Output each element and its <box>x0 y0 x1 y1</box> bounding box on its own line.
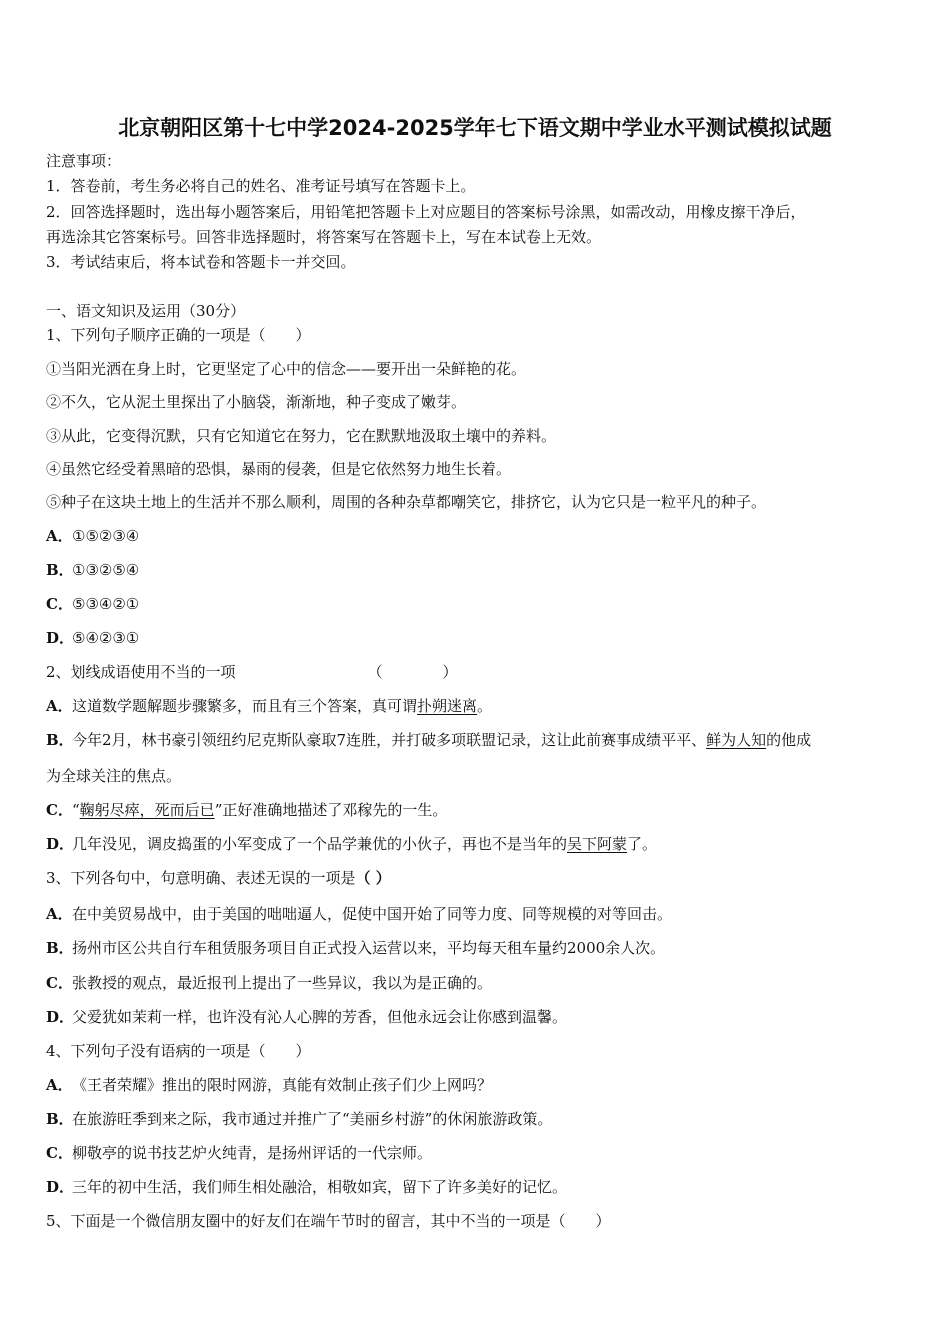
option-label: C． <box>46 974 73 992</box>
option-label: B． <box>46 1110 74 1128</box>
q1-sentence: ③从此，它变得沉默，只有它知道它在努力，它在默默地汲取土壤中的养料。 <box>46 427 557 445</box>
section-heading: 一、语文知识及运用（30分） <box>46 302 246 320</box>
option-label: D． <box>46 835 75 853</box>
option-text: 今年2月，林书豪引领纽约尼克斯队豪取7连胜，并打破多项联盟记录，这让此前赛事成绩平平、 <box>72 731 707 749</box>
option-label: C． <box>46 595 73 613</box>
option-label: B． <box>46 731 74 749</box>
option-label: A． <box>46 1076 73 1094</box>
option-text: 在中美贸易战中，由于美国的咄咄逼人，促使中国开始了同等力度、同等规模的对等回击。 <box>72 905 673 923</box>
q1-option-c <box>46 594 139 614</box>
q1-sentence: ⑤种子在这块土地上的生活并不那么顺利，周围的各种杂草都嘲笑它，排挤它，认为它只是一粒平凡的种子。 <box>46 493 767 511</box>
option-label: C． <box>46 801 73 819</box>
option-text: 三年的初中生活，我们师生相处融洽，相敬如宾，留下了许多美好的记忆。 <box>72 1178 568 1196</box>
option-text: 几年没见，调皮捣蛋的小军变成了一个品学兼优的小伙子，再也不是当年的 <box>72 835 568 853</box>
notice-item: 1．答卷前，考生务必将自己的姓名、准考证号填写在答题卡上。 <box>46 177 476 195</box>
q1-sentence: ④虽然它经受着黑暗的恐惧，暴雨的侵袭，但是它依然努力地生长着。 <box>46 460 512 478</box>
q1-option-a <box>46 526 139 546</box>
notice-heading: 注意事项： <box>46 152 122 170</box>
option-text: 在旅游旺季到来之际，我市通过并推广了“美丽乡村游”的休闲旅游政策。 <box>72 1110 553 1128</box>
option-label: B． <box>46 939 74 957</box>
q4-option-b <box>46 1109 552 1129</box>
option-text: 。 <box>477 697 493 715</box>
underlined-idiom: 鞠躬尽瘁，死而后已 <box>79 801 215 819</box>
q2-answer-paren: （ ） <box>367 663 458 681</box>
option-text: 《王者荣耀》推出的限时网游，真能有效制止孩子们少上网吗？ <box>72 1076 493 1094</box>
notice-item: 3．考试结束后，将本试卷和答题卡一并交回。 <box>46 253 356 271</box>
question-5-stem: 5、下面是一个微信朋友圈中的好友们在端午节时的留言，其中不当的一项是（ ） <box>46 1212 611 1230</box>
question-2-stem <box>46 662 458 682</box>
notice-item: 2．回答选择题时，选出每小题答案后，用铅笔把答题卡上对应题目的答案标号涂黑，如需改动，用橡皮擦干净后， <box>46 203 806 221</box>
option-text: 张教授的观点，最近报刊上提出了一些异议，我以为是正确的。 <box>72 974 493 992</box>
option-text: 扬州市区公共自行车租赁服务项目自正式投入运营以来，平均每天租车量约2000余人次。 <box>72 939 666 957</box>
underlined-idiom: 吴下阿蒙 <box>567 835 628 853</box>
q3-option-a <box>46 904 672 924</box>
q3-option-d <box>46 1007 567 1027</box>
option-text: ⑤④②③① <box>72 629 140 647</box>
q4-option-c <box>46 1143 432 1163</box>
option-label: D． <box>46 1008 75 1026</box>
q3-answer-paren: （ ） <box>355 869 391 887</box>
q1-option-b <box>46 560 139 580</box>
q4-option-d <box>46 1177 567 1197</box>
q2-option-c <box>46 800 447 820</box>
q2-option-b <box>46 730 811 750</box>
option-text: 柳敬亭的说书技艺炉火纯青，是扬州评话的一代宗师。 <box>72 1144 433 1162</box>
question-4-stem: 4、下列句子没有语病的一项是（ ） <box>46 1042 311 1060</box>
option-label: A． <box>46 527 73 545</box>
question-1-stem: 1、下列句子顺序正确的一项是（ ） <box>46 326 311 344</box>
option-label: B． <box>46 561 74 579</box>
q3-option-c <box>46 973 492 993</box>
q1-sentence: ①当阳光洒在身上时，它更坚定了心中的信念——要开出一朵鲜艳的花。 <box>46 360 527 378</box>
option-text: 的他成 <box>766 731 812 749</box>
option-text: 这道数学题解题步骤繁多，而且有三个答案，真可谓 <box>72 697 418 715</box>
q2-option-b-continued: 为全球关注的焦点。 <box>46 767 182 785</box>
option-label: D． <box>46 1178 75 1196</box>
option-text: 父爱犹如茉莉一样，也许没有沁人心脾的芳香，但他永远会让你感到温馨。 <box>72 1008 568 1026</box>
q3-option-b <box>46 938 665 958</box>
option-text: “ <box>72 801 80 819</box>
option-label: A． <box>46 905 73 923</box>
option-text: ①③②⑤④ <box>72 561 140 579</box>
q2-option-a <box>46 696 492 716</box>
option-text: ”正好准确地描述了邓稼先的一生。 <box>214 801 448 819</box>
q1-option-d <box>46 628 139 648</box>
q4-option-a <box>46 1075 492 1095</box>
option-text: ⑤③④②① <box>72 595 140 613</box>
underlined-idiom: 扑朔迷离 <box>417 697 478 715</box>
option-label: D． <box>46 629 75 647</box>
q2-option-d <box>46 834 657 854</box>
notice-item: 再选涂其它答案标号。回答非选择题时，将答案写在答题卡上，写在本试卷上无效。 <box>46 228 602 246</box>
option-label: C． <box>46 1144 73 1162</box>
underlined-idiom: 鲜为人知 <box>706 731 767 749</box>
q3-stem-text: 3、下列各句中，句意明确、表述无误的一项是 <box>46 869 356 887</box>
option-label: A． <box>46 697 73 715</box>
q2-stem-text: 2、划线成语使用不当的一项 <box>46 663 236 681</box>
q1-sentence: ②不久，它从泥土里探出了小脑袋，渐渐地，种子变成了嫩芽。 <box>46 393 467 411</box>
question-3-stem <box>46 868 391 888</box>
option-text: 了。 <box>627 835 658 853</box>
page-title: 北京朝阳区第十七中学2024-2025学年七下语文期中学业水平测试模拟试题 <box>118 116 832 140</box>
option-text: ①⑤②③④ <box>72 527 140 545</box>
